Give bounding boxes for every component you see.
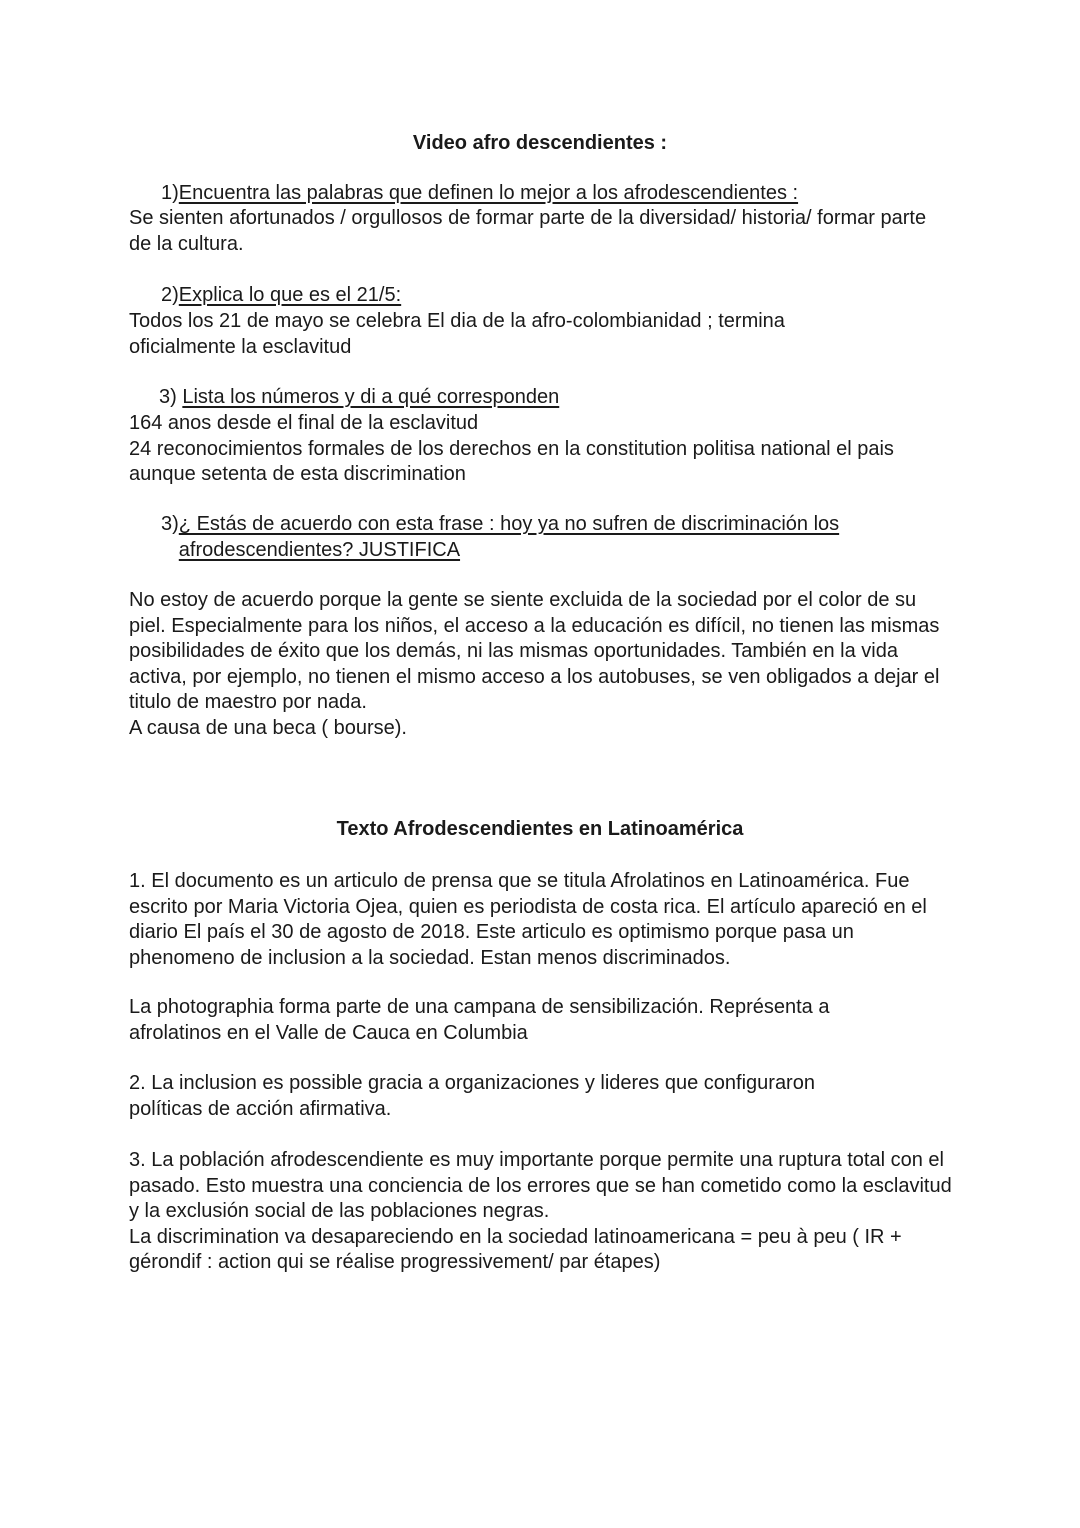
paragraph-1: 1. El documento es un articulo de prensa que se titula Afrolatinos en Latinoamérica. Fue escrito por Maria Victoria Ojea, quien es periodista de costa rica. El artículo apareció en el diario El país el 30 de agosto de 2018. Este articulo es optimismo porque pasa un phenomeno de inclusion a la sociedad. Estan menos discriminados. (129, 870, 927, 969)
answer-3 (129, 411, 929, 488)
question-text: Explica lo que es el 21/5: (178, 284, 402, 306)
paragraph-2: La photographia forma parte de una campana de sensibilización. Représenta a afrolatinos en el Valle de Cauca en Columbia (129, 996, 830, 1044)
question-4 (161, 512, 921, 563)
question-number: 3) (159, 386, 183, 408)
answer-1: Se sienten afortunados / orgullosos de formar parte de la diversidad/ historia/ formar parte de la cultura. (129, 207, 927, 255)
question-text: ¿ Estás de acuerdo con esta frase : hoy ya no sufren de discriminación los afrodescendientes? JUSTIFICA (178, 513, 840, 561)
question-text: Lista los números y di a qué corresponden (182, 386, 560, 408)
paragraph-line: 3. La población afrodescendiente es muy importante porque permite una ruptura total con el pasado. Esto muestra una conciencia de los errores que se han cometido como la esclavitud y la exclusión social de las poblaciones negras. (129, 1149, 952, 1222)
answer-2: Todos los 21 de mayo se celebra El dia de la afro-colombianidad ; termina oficialmente la esclavitud (129, 310, 785, 358)
answer-line: 164 anos desde el final de la esclavitud (129, 412, 479, 434)
paragraph-line: La discrimination va desapareciendo en la sociedad latinoamericana = peu à peu ( IR + gérondif : action qui se réalise progressivement/ par étapes) (129, 1225, 902, 1273)
question-3 (159, 385, 559, 411)
question-number: 3) (161, 513, 179, 535)
answer-paragraph: No estoy de acuerdo porque la gente se siente excluida de la sociedad por el color de su piel. Especialmente para los niños, el acceso a la educación es difícil, no tienen las mismas posibilidades de éxito que los demás, ni las mismas oportunidades. También en la vida activa, por ejemplo, no tienen el mismo acceso a los autobuses, se ven obligados a dejar el titulo de maestro por nada. (129, 589, 940, 713)
question-1 (161, 181, 798, 207)
question-number: 1) (161, 182, 179, 204)
paragraph-4 (129, 1148, 959, 1276)
question-2 (161, 283, 401, 309)
question-number: 2) (161, 284, 179, 306)
question-text: Encuentra las palabras que definen lo mejor a los afrodescendientes : (178, 182, 799, 204)
paragraph-3: 2. La inclusion es possible gracia a organizaciones y lideres que configuraron políticas de acción afirmativa. (129, 1072, 815, 1120)
answer-4 (129, 588, 949, 741)
section-title-video: Video afro descendientes : (412, 132, 668, 154)
section-title-texto: Texto Afrodescendientes en Latinoamérica (336, 818, 744, 840)
answer-line: 24 reconocimientos formales de los derechos en la constitution politisa national el pais aunque setenta de esta discrimination (129, 437, 894, 485)
answer-paragraph: A causa de una beca ( bourse). (129, 716, 407, 739)
